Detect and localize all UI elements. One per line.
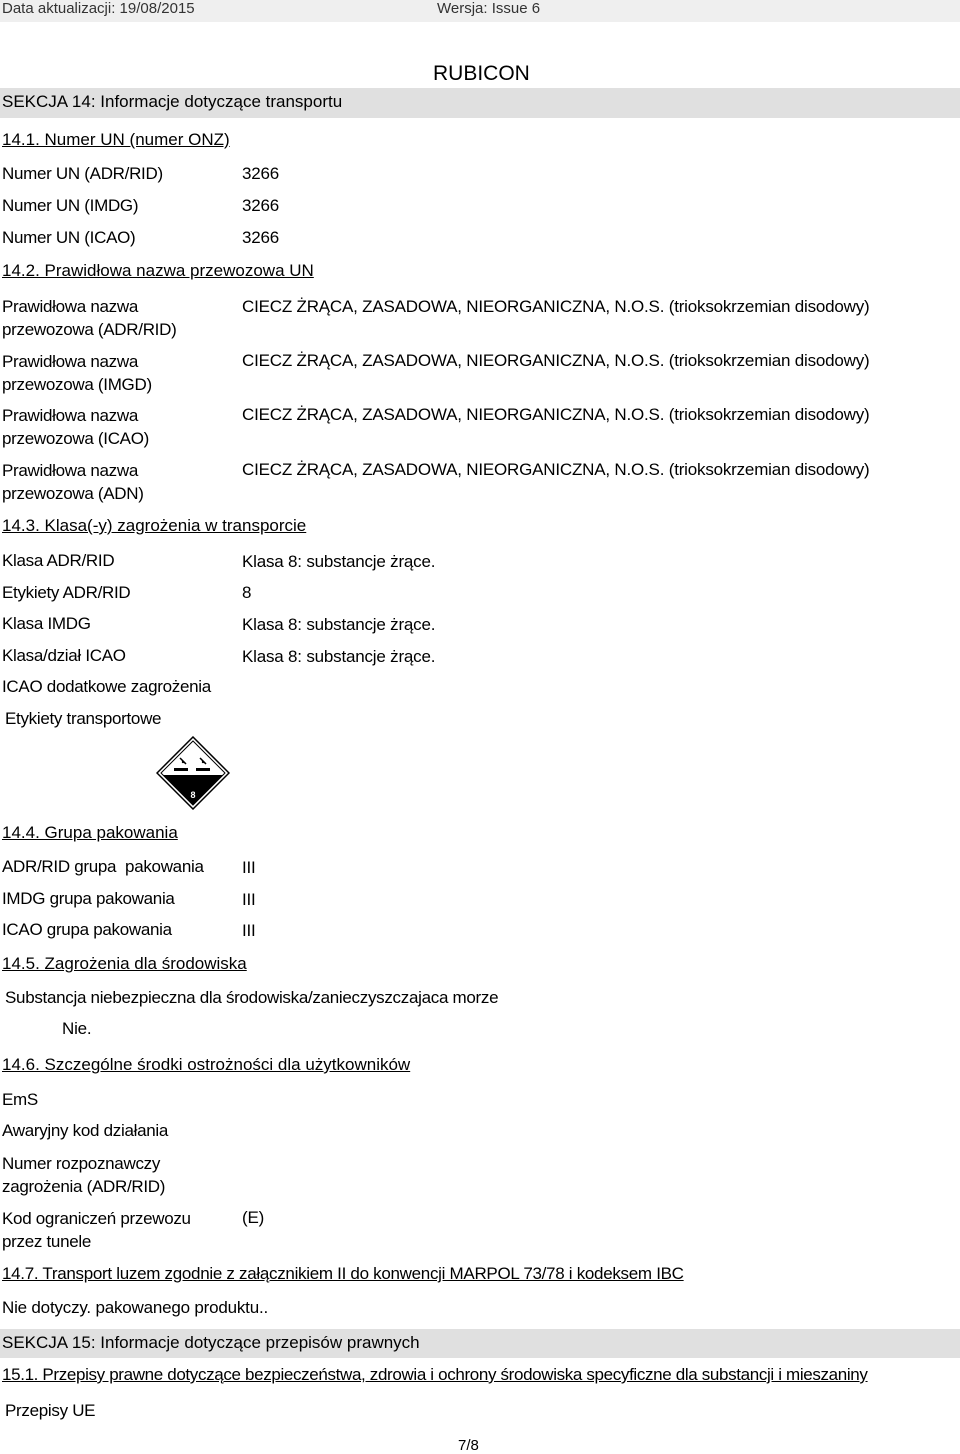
subsection-14-1-title: 14.1. Numer UN (numer ONZ) — [2, 130, 230, 149]
class-icao-value: Klasa 8: substancje żrące. — [242, 647, 436, 666]
un-icao-label: Numer UN (ICAO) — [2, 228, 136, 247]
tunnel-code-label — [2, 1207, 191, 1253]
transport-labels-title: Etykiety transportowe — [5, 709, 162, 728]
shipping-name-imgd-value: CIECZ ŻRĄCA, ZASADOWA, NIEORGANICZNA, N.O.S. (trioksokrzemian disodowy) — [242, 351, 870, 370]
subsection-15-1-title: 15.1. Przepisy prawne dotyczące bezpieczeństwa, zdrowia i ochrony środowiska specyficzne dla substancji i mieszaniny — [2, 1365, 868, 1384]
shipping-name-adn-label — [2, 459, 144, 505]
label-line: Prawidłowa nazwa — [2, 461, 138, 480]
subsection-14-7-title: 14.7. Transport luzem zgodnie z załącznikiem II do konwencji MARPOL 73/78 i kodeksem IBC — [2, 1264, 684, 1283]
pg-adr-label: ADR/RID grupa pakowania — [2, 857, 204, 876]
tunnel-code-value: (E) — [242, 1208, 265, 1227]
eu-regulations-label: Przepisy UE — [5, 1401, 96, 1420]
pg-icao-label: ICAO grupa pakowania — [2, 920, 172, 939]
un-adr-label: Numer UN (ADR/RID) — [2, 164, 163, 183]
label-line: Kod ograniczeń przewozu — [2, 1209, 191, 1228]
class-icao-label: Klasa/dział ICAO — [2, 646, 126, 665]
section-15-title: SEKCJA 15: Informacje dotyczące przepisów prawnych — [2, 1333, 420, 1352]
un-imdg-value: 3266 — [242, 196, 280, 215]
env-hazard-label: Substancja niebezpieczna dla środowiska/zanieczyszczajaca morze — [5, 988, 499, 1007]
subsection-14-5-title: 14.5. Zagrożenia dla środowiska — [2, 954, 247, 973]
subsection-14-4-title: 14.4. Grupa pakowania — [2, 823, 178, 842]
subsection-14-2-title: 14.2. Prawidłowa nazwa przewozowa UN — [2, 261, 314, 280]
shipping-name-adn-value: CIECZ ŻRĄCA, ZASADOWA, NIEORGANICZNA, N.O.S. (trioksokrzemian disodowy) — [242, 460, 870, 479]
pg-imdg-value: III — [242, 890, 256, 909]
class-adr-label: Klasa ADR/RID — [2, 551, 115, 570]
label-line: przewozowa (ICAO) — [2, 429, 149, 448]
class-imdg-label: Klasa IMDG — [2, 614, 91, 633]
pg-imdg-label: IMDG grupa pakowania — [2, 889, 175, 908]
class-imdg-value: Klasa 8: substancje żrące. — [242, 615, 436, 634]
un-imdg-label: Numer UN (IMDG) — [2, 196, 139, 215]
label-line: Prawidłowa nazwa — [2, 297, 138, 316]
pg-icao-value: III — [242, 921, 256, 940]
label-line: Prawidłowa nazwa — [2, 406, 138, 425]
ems-label: EmS — [2, 1090, 38, 1109]
shipping-name-adr-label — [2, 295, 176, 341]
subsection-14-3-title: 14.3. Klasa(-y) zagrożenia w transporcie — [2, 516, 307, 535]
update-date: Data aktualizacji: 19/08/2015 — [2, 0, 195, 17]
pg-adr-value: III — [242, 858, 256, 877]
icao-subsidiary-label: ICAO dodatkowe zagrożenia — [2, 677, 211, 696]
version: Wersja: Issue 6 — [437, 0, 541, 17]
section-14-title: SEKCJA 14: Informacje dotyczące transportu — [2, 92, 343, 111]
env-hazard-value: Nie. — [62, 1019, 92, 1038]
un-adr-value: 3266 — [242, 164, 280, 183]
placard-number: 8 — [190, 790, 196, 800]
hazard-id-label — [2, 1152, 165, 1198]
label-line: przewozowa (IMGD) — [2, 375, 152, 394]
page-number: 7/8 — [458, 1437, 479, 1454]
label-line: przez tunele — [2, 1232, 92, 1251]
subsection-14-6-title: 14.6. Szczególne środki ostrożności dla użytkowników — [2, 1055, 411, 1074]
label-line: Numer rozpoznawczy — [2, 1154, 161, 1173]
shipping-name-icao-value: CIECZ ŻRĄCA, ZASADOWA, NIEORGANICZNA, N.O.S. (trioksokrzemian disodowy) — [242, 405, 870, 424]
un-icao-value: 3266 — [242, 228, 280, 247]
label-line: Prawidłowa nazwa — [2, 352, 138, 371]
shipping-name-adr-value: CIECZ ŻRĄCA, ZASADOWA, NIEORGANICZNA, N.O.S. (trioksokrzemian disodowy) — [242, 297, 870, 316]
label-line: przewozowa (ADN) — [2, 484, 144, 503]
corrosive-placard-icon — [156, 736, 230, 810]
shipping-name-imgd-label — [2, 350, 152, 396]
label-line: przewozowa (ADR/RID) — [2, 320, 177, 339]
class-adr-value: Klasa 8: substancje żrące. — [242, 552, 436, 571]
labels-adr-label: Etykiety ADR/RID — [2, 583, 131, 602]
shipping-name-icao-label — [2, 404, 149, 450]
action-code-label: Awaryjny kod działania — [2, 1121, 169, 1140]
company-name: RUBICON — [433, 62, 530, 85]
bulk-transport-value: Nie dotyczy. pakowanego produktu.. — [2, 1298, 268, 1317]
labels-adr-value: 8 — [242, 583, 252, 602]
label-line: zagrożenia (ADR/RID) — [2, 1177, 166, 1196]
